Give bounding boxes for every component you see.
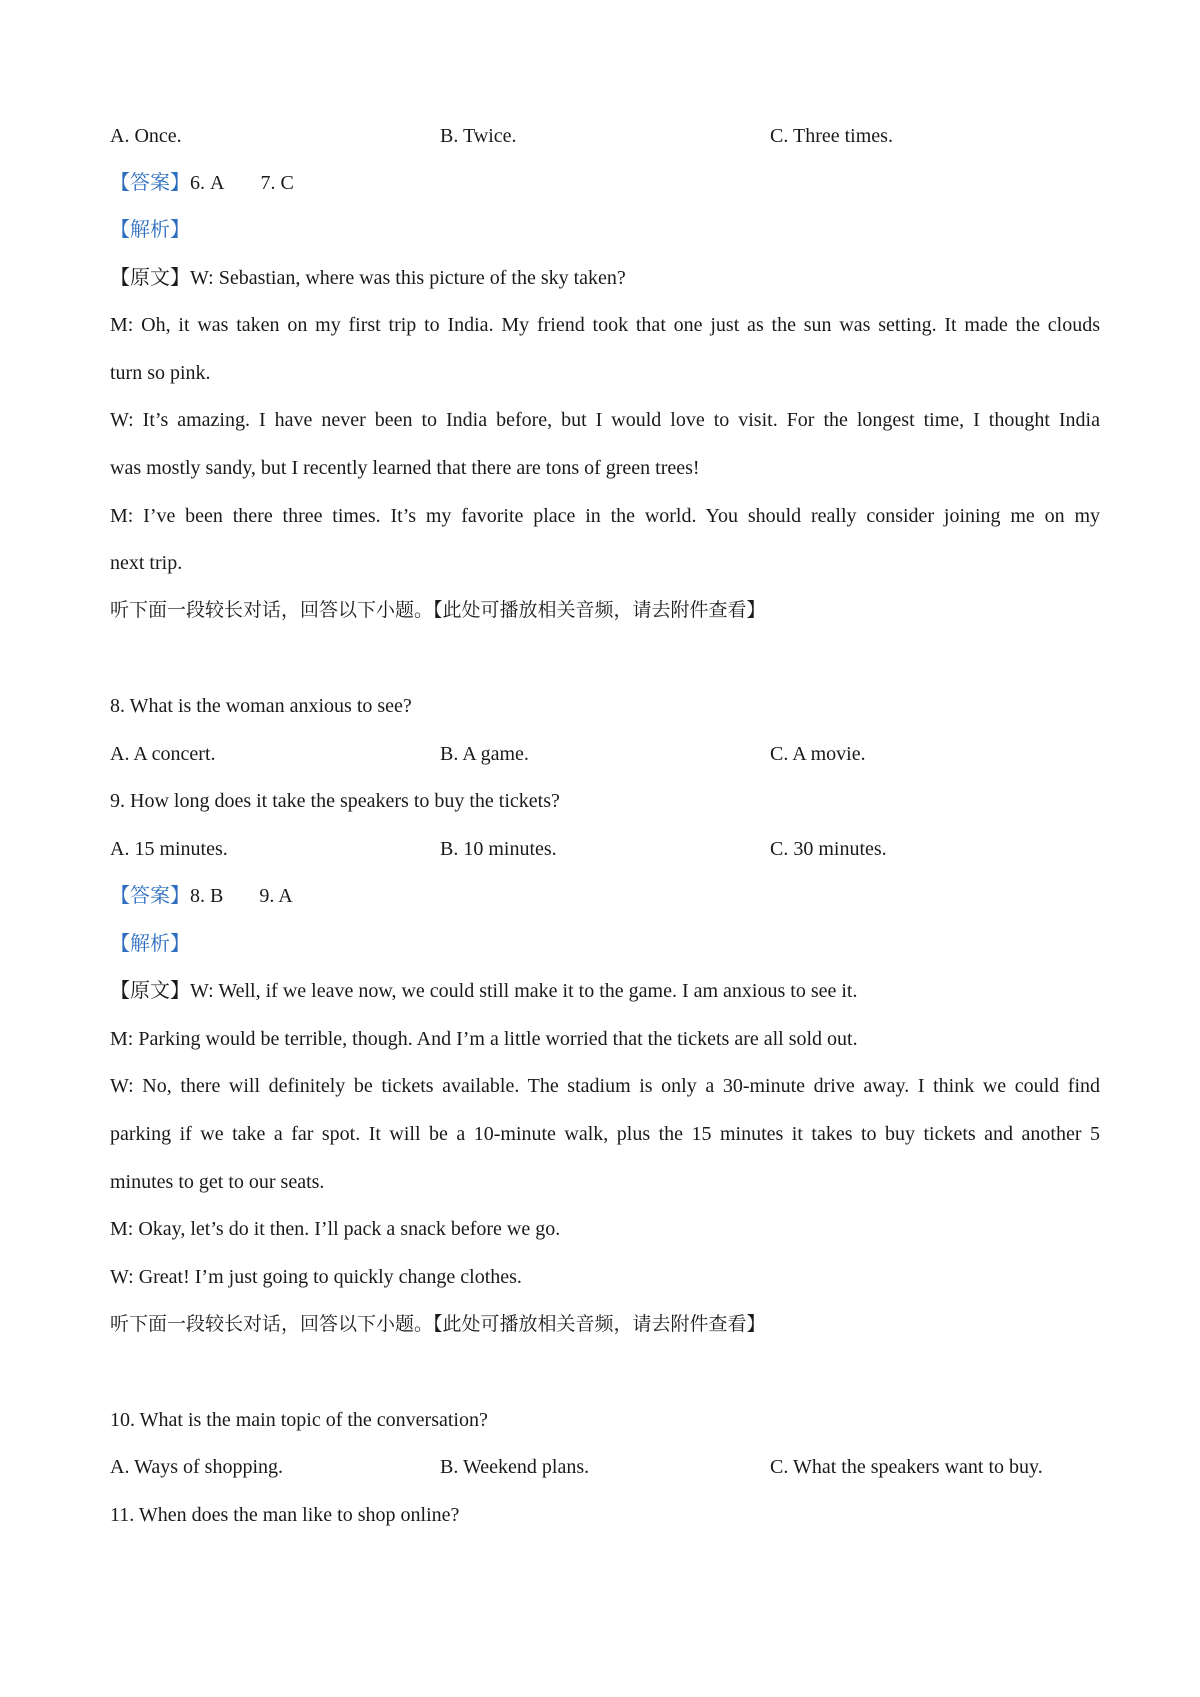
q9-option-b: B. 10 minutes. xyxy=(440,838,557,860)
q7-option-b: B. Twice. xyxy=(440,125,517,147)
answer-8-9 xyxy=(110,882,293,910)
transcript-2-line-7: W: Great! I’m just going to quickly change clothes. xyxy=(110,1266,522,1288)
answer-tag: 【答案】 xyxy=(110,172,190,194)
question-11: 11. When does the man like to shop online? xyxy=(110,1504,460,1526)
instruction-1: 听下面一段较长对话，回答以下小题。【此处可播放相关音频，请去附件查看】 xyxy=(110,599,766,621)
transcript-tag: 【原文】 xyxy=(110,980,190,1002)
q8-option-a: A. A concert. xyxy=(110,743,216,765)
answer-6: 6. A xyxy=(190,172,225,194)
q9-option-a: A. 15 minutes. xyxy=(110,838,228,860)
transcript-1-line-6: M: I’ve been there three times. It’s my favorite place in the world. You should really consider joining me on my xyxy=(110,505,1100,527)
q7-option-a: A. Once. xyxy=(110,125,182,147)
transcript-text: W: Sebastian, where was this picture of the sky taken? xyxy=(190,267,626,289)
answer-7: 7. C xyxy=(260,172,294,194)
transcript-1-line-7: next trip. xyxy=(110,552,183,574)
transcript-text: W: Well, if we leave now, we could still make it to the game. I am anxious to see it. xyxy=(190,980,858,1002)
question-9: 9. How long does it take the speakers to buy the tickets? xyxy=(110,790,560,812)
q7-option-c: C. Three times. xyxy=(770,125,893,147)
answer-9: 9. A xyxy=(259,885,293,907)
q10-option-c: C. What the speakers want to buy. xyxy=(770,1456,1043,1478)
q8-option-b: B. A game. xyxy=(440,743,529,765)
q10-option-b: B. Weekend plans. xyxy=(440,1456,590,1478)
transcript-1-line-2: M: Oh, it was taken on my first trip to India. My friend took that one just as the sun was setting. It made the clouds xyxy=(110,314,1100,336)
transcript-tag: 【原文】 xyxy=(110,267,190,289)
transcript-1-line-5: was mostly sandy, but I recently learned that there are tons of green trees! xyxy=(110,457,700,479)
transcript-2-line-1 xyxy=(110,977,857,1005)
q9-option-c: C. 30 minutes. xyxy=(770,838,887,860)
transcript-2-line-5: minutes to get to our seats. xyxy=(110,1171,325,1193)
q10-option-a: A. Ways of shopping. xyxy=(110,1456,284,1478)
q8-option-c: C. A movie. xyxy=(770,743,866,765)
question-10: 10. What is the main topic of the conversation? xyxy=(110,1409,488,1431)
transcript-2-line-2: M: Parking would be terrible, though. And I’m a little worried that the tickets are all sold out. xyxy=(110,1028,858,1050)
transcript-1-line-1 xyxy=(110,264,626,292)
instruction-2: 听下面一段较长对话，回答以下小题。【此处可播放相关音频，请去附件查看】 xyxy=(110,1313,766,1335)
transcript-2-line-4: parking if we take a far spot. It will be a 10-minute walk, plus the 15 minutes it takes to buy tickets and another 5 xyxy=(110,1123,1100,1145)
answer-tag: 【答案】 xyxy=(110,885,190,907)
question-8: 8. What is the woman anxious to see? xyxy=(110,695,412,717)
transcript-1-line-4: W: It’s amazing. I have never been to India before, but I would love to visit. For the longest time, I thought India xyxy=(110,409,1100,431)
transcript-1-line-3: turn so pink. xyxy=(110,362,211,384)
transcript-2-line-6: M: Okay, let’s do it then. I’ll pack a snack before we go. xyxy=(110,1218,561,1240)
analysis-tag-1: 【解析】 xyxy=(110,219,190,241)
analysis-tag-2: 【解析】 xyxy=(110,933,190,955)
answer-8: 8. B xyxy=(190,885,224,907)
transcript-2-line-3: W: No, there will definitely be tickets available. The stadium is only a 30-minute drive away. I think we could find xyxy=(110,1075,1100,1097)
answer-6-7 xyxy=(110,169,294,197)
